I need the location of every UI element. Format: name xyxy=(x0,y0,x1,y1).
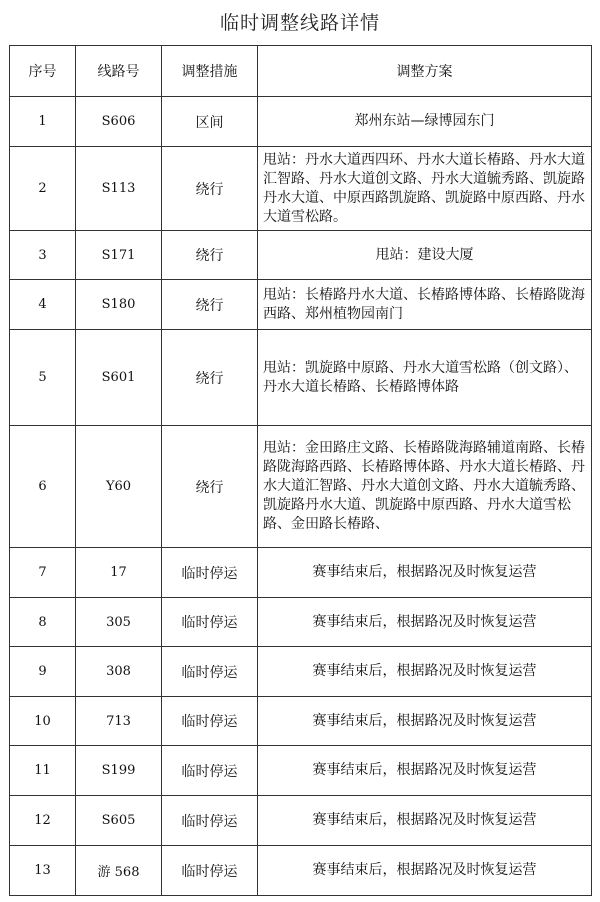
cell-measure: 临时停运 xyxy=(162,598,258,647)
cell-plan: 赛事结束后，根据路况及时恢复运营 xyxy=(258,697,592,746)
cell-line: 713 xyxy=(76,697,162,746)
cell-seq: 13 xyxy=(10,846,76,896)
table-row xyxy=(10,97,592,147)
cell-plan: 赛事结束后，根据路况及时恢复运营 xyxy=(258,846,592,896)
cell-seq: 11 xyxy=(10,746,76,796)
table-row xyxy=(10,548,592,598)
cell-plan: 甩站：建设大厦 xyxy=(258,231,592,280)
cell-measure: 绕行 xyxy=(162,147,258,231)
header-line: 线路号 xyxy=(76,46,162,97)
cell-line: S180 xyxy=(76,280,162,330)
cell-line: S601 xyxy=(76,330,162,426)
cell-seq: 5 xyxy=(10,330,76,426)
route-adjustment-table xyxy=(9,45,592,896)
cell-plan: 甩站：丹水大道西四环、丹水大道长椿路、丹水大道汇智路、丹水大道创文路、丹水大道毓秀路、凯旋路丹水大道、中原西路凯旋路、凯旋路中原西路、丹水大道雪松路。 xyxy=(258,147,592,231)
page-title: 临时调整线路详情 xyxy=(219,12,380,34)
cell-measure: 区间 xyxy=(162,97,258,147)
table-row xyxy=(10,231,592,280)
table-row xyxy=(10,796,592,846)
cell-line: 308 xyxy=(76,647,162,697)
cell-measure: 绕行 xyxy=(162,231,258,280)
cell-line: 305 xyxy=(76,598,162,647)
table-row xyxy=(10,746,592,796)
cell-measure: 绕行 xyxy=(162,280,258,330)
cell-plan: 赛事结束后，根据路况及时恢复运营 xyxy=(258,598,592,647)
table-row xyxy=(10,280,592,330)
cell-plan: 郑州东站—绿博园东门 xyxy=(258,97,592,147)
cell-plan: 赛事结束后，根据路况及时恢复运营 xyxy=(258,746,592,796)
cell-measure: 临时停运 xyxy=(162,746,258,796)
cell-seq: 3 xyxy=(10,231,76,280)
cell-seq: 9 xyxy=(10,647,76,697)
cell-line: S113 xyxy=(76,147,162,231)
cell-seq: 12 xyxy=(10,796,76,846)
cell-plan: 甩站：凯旋路中原路、丹水大道雪松路（创文路）、丹水大道长椿路、长椿路博体路 xyxy=(258,330,592,426)
cell-plan: 赛事结束后，根据路况及时恢复运营 xyxy=(258,647,592,697)
cell-seq: 4 xyxy=(10,280,76,330)
table-row xyxy=(10,846,592,896)
table-row xyxy=(10,330,592,426)
table-row xyxy=(10,147,592,231)
table-row xyxy=(10,426,592,548)
cell-measure: 临时停运 xyxy=(162,647,258,697)
cell-line: 17 xyxy=(76,548,162,598)
cell-seq: 10 xyxy=(10,697,76,746)
cell-plan: 赛事结束后，根据路况及时恢复运营 xyxy=(258,548,592,598)
cell-seq: 1 xyxy=(10,97,76,147)
table-row xyxy=(10,647,592,697)
cell-seq: 7 xyxy=(10,548,76,598)
header-seq: 序号 xyxy=(10,46,76,97)
cell-measure: 临时停运 xyxy=(162,796,258,846)
cell-line: 游 568 xyxy=(76,846,162,896)
header-plan: 调整方案 xyxy=(258,46,592,97)
cell-line: S606 xyxy=(76,97,162,147)
cell-measure: 临时停运 xyxy=(162,697,258,746)
cell-measure: 临时停运 xyxy=(162,548,258,598)
cell-line: S605 xyxy=(76,796,162,846)
table-row xyxy=(10,598,592,647)
cell-line: Y60 xyxy=(76,426,162,548)
cell-measure: 临时停运 xyxy=(162,846,258,896)
cell-line: S199 xyxy=(76,746,162,796)
table-header-row xyxy=(10,46,592,97)
cell-seq: 6 xyxy=(10,426,76,548)
header-measure: 调整措施 xyxy=(162,46,258,97)
cell-plan: 赛事结束后，根据路况及时恢复运营 xyxy=(258,796,592,846)
cell-seq: 2 xyxy=(10,147,76,231)
cell-plan: 甩站：长椿路丹水大道、长椿路博体路、长椿路陇海西路、郑州植物园南门 xyxy=(258,280,592,330)
cell-seq: 8 xyxy=(10,598,76,647)
table-row xyxy=(10,697,592,746)
cell-line: S171 xyxy=(76,231,162,280)
cell-measure: 绕行 xyxy=(162,330,258,426)
cell-plan: 甩站：金田路庄文路、长椿路陇海路辅道南路、长椿路陇海路西路、长椿路博体路、丹水大道长椿路、丹水大道汇智路、丹水大道创文路、丹水大道毓秀路、凯旋路丹水大道、凯旋路中原西路、丹水大道雪松路、金田路长椿路、 xyxy=(258,426,592,548)
cell-measure: 绕行 xyxy=(162,426,258,548)
